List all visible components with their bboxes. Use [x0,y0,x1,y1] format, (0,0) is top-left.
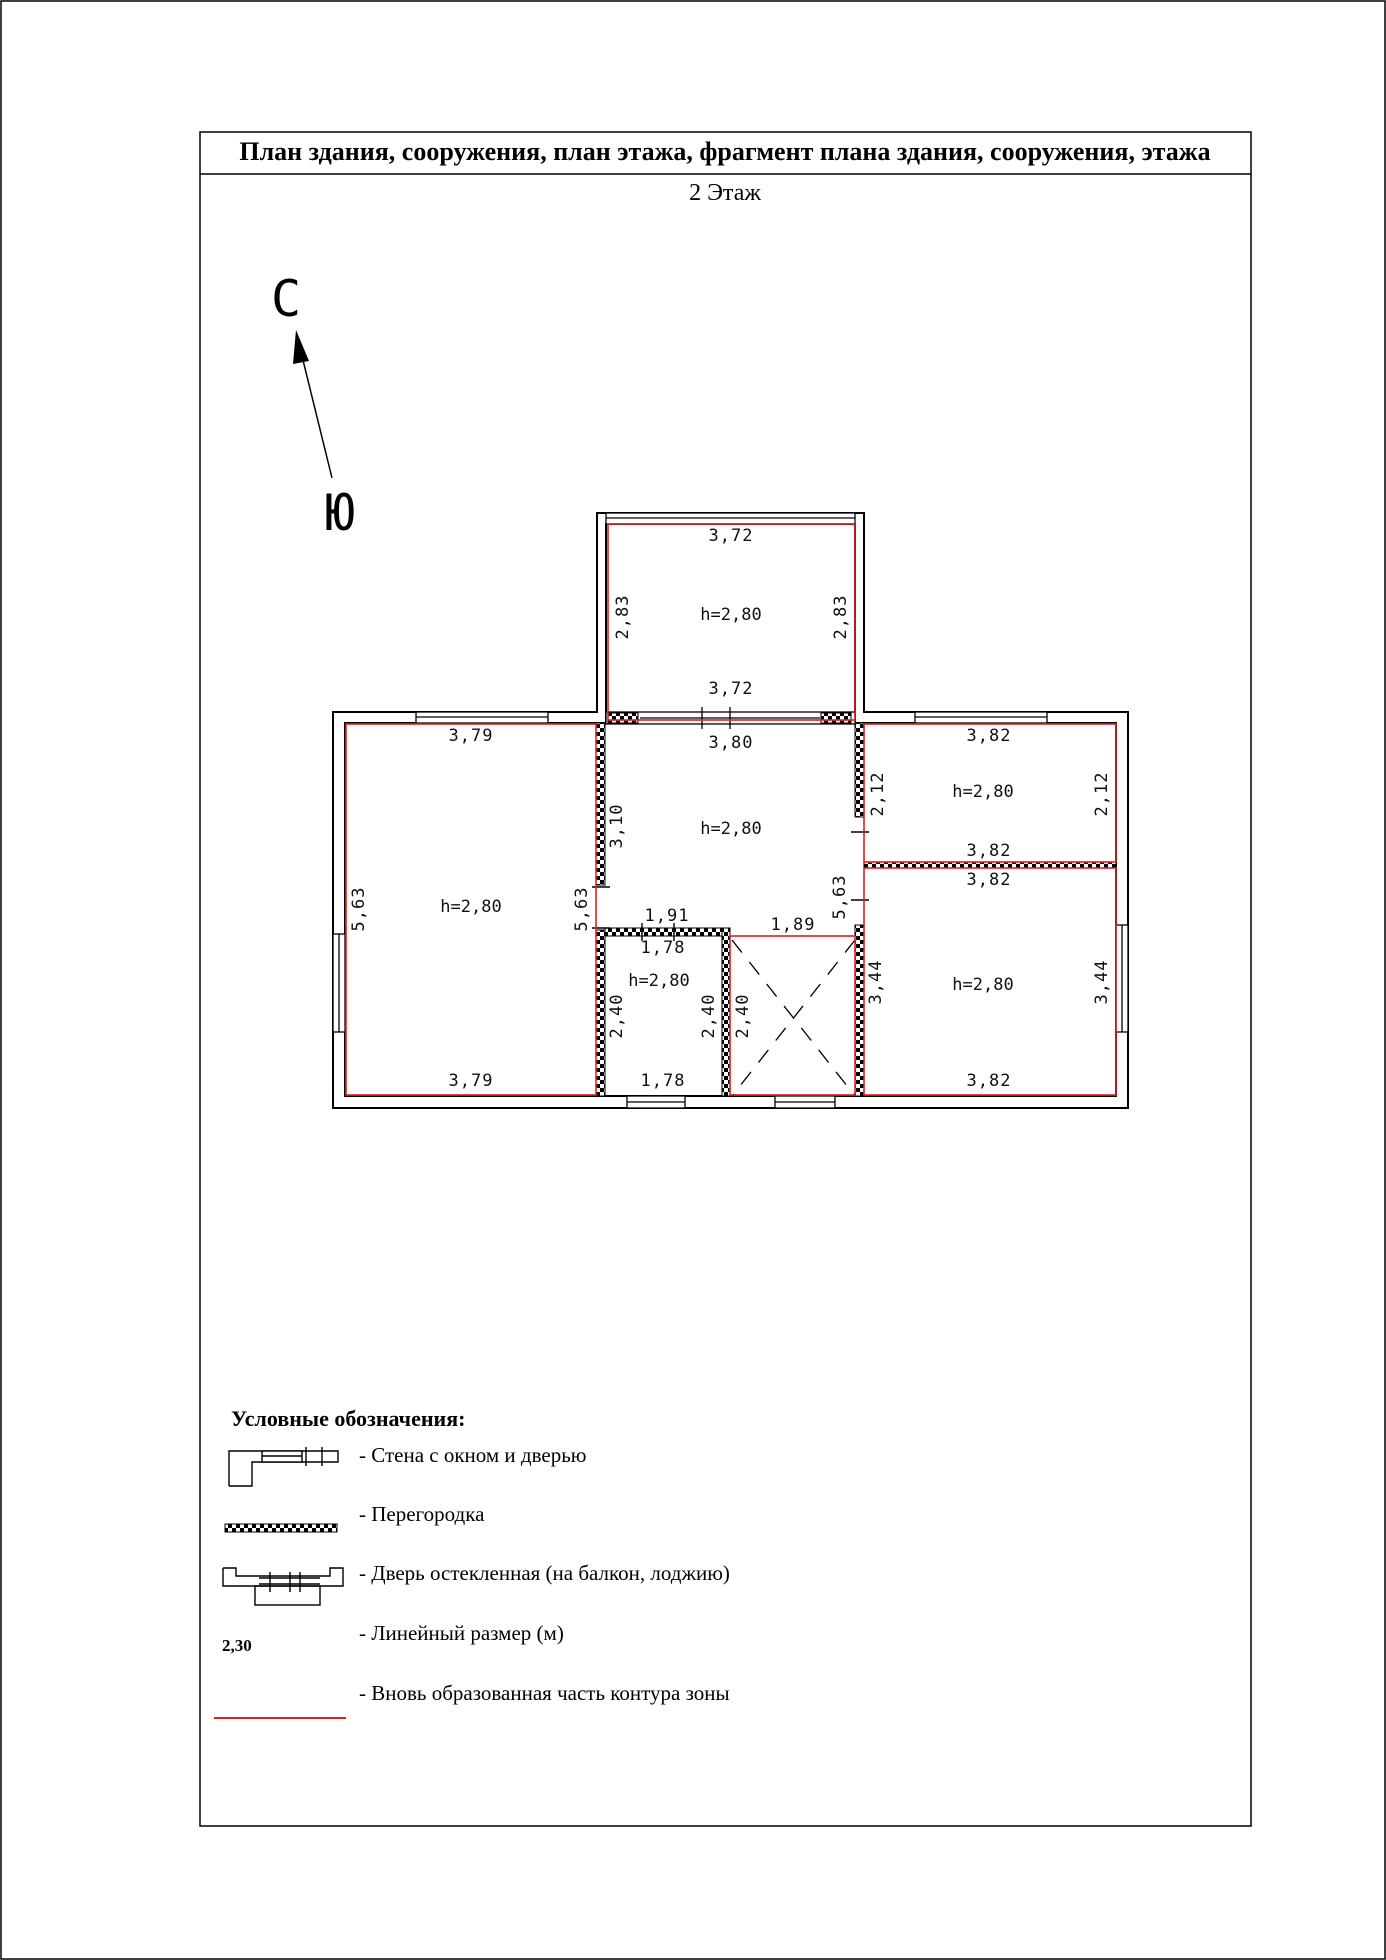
legend-symbol-partition [225,1524,337,1532]
legend-item-text: - Линейный размер (м) [359,1621,564,1645]
legend [214,1406,730,1718]
dim-label: 2,40 [733,993,753,1039]
dim-label: 1,78 [640,1071,686,1091]
dim-label: 1,78 [640,938,686,958]
room-height-right-bottom: h=2,80 [952,975,1014,995]
partition-left [596,723,605,885]
dim-label: 1,89 [770,915,816,935]
dim-label: 3,79 [448,1071,494,1091]
window-right [1116,925,1128,1032]
floor-plan [333,513,1128,1108]
partition-small-top [605,928,728,936]
legend-symbol-wall-window-door [229,1447,338,1486]
dim-label: 3,79 [448,726,494,746]
legend-item-text: - Вновь образованная часть контура зоны [359,1681,730,1705]
room-height-small: h=2,80 [628,971,690,991]
dim-label: 5,63 [349,886,369,932]
arrow-head-icon [293,330,309,364]
legend-item-text: - Перегородка [359,1502,485,1526]
window-top-2 [915,712,1047,723]
compass-north-label: С [270,270,302,328]
partition-right-lower [855,925,864,1096]
dim-label: 2,40 [699,993,719,1039]
dim-label: 2,83 [831,594,851,640]
dim-label: 3,72 [708,526,754,546]
window-balcony-top [606,513,855,524]
floor-label: 2 Этаж [689,180,761,206]
dim-label: 3,82 [966,841,1012,861]
legend-item-text: - Стена с окном и дверью [359,1443,587,1467]
legend-title: Условные обозначения: [231,1406,466,1431]
partition-left-lower [596,930,605,1096]
room-height-center: h=2,80 [700,819,762,839]
dim-label: 3,82 [966,870,1012,890]
room-height-right-top: h=2,80 [952,782,1014,802]
dim-label: 3,80 [708,733,754,753]
dim-label: 2,40 [607,993,627,1039]
window-bottom-1 [627,1096,685,1108]
outer-page-border [1,1,1385,1959]
dim-label: 3,82 [966,1071,1012,1091]
page-title: План здания, сооружения, план этажа, фрагмент плана здания, сооружения, этажа [239,137,1211,166]
partition-right-rooms [864,862,1116,868]
compass-south-label: Ю [324,484,356,542]
dim-label: 2,12 [1092,771,1112,817]
partition-right-upper [855,723,864,817]
window-left [333,934,345,1032]
partition-small-right [722,928,730,1096]
dim-label: 5,63 [830,874,850,920]
glazed-balcony-door [606,707,855,729]
dim-label: 3,44 [866,959,886,1005]
dim-label: 3,72 [708,679,754,699]
dim-label: 3,82 [966,726,1012,746]
dim-label: 2,12 [868,771,888,817]
legend-symbol-dimension: 2,30 [222,1636,252,1655]
window-top-1 [416,712,548,723]
north-arrow [271,270,355,542]
dim-label: 3,10 [607,803,627,849]
room-height-top: h=2,80 [700,605,762,625]
dim-label: 1,91 [644,906,690,926]
legend-item-text: - Дверь остекленная (на балкон, лоджию) [359,1561,730,1585]
dim-label: 5,63 [572,886,592,932]
window-bottom-2 [775,1096,835,1108]
dim-label: 2,83 [613,594,633,640]
legend-symbol-glazed-door [223,1568,343,1605]
room-height-left: h=2,80 [440,897,502,917]
dim-label: 3,44 [1092,959,1112,1005]
door-ticks [592,832,869,941]
